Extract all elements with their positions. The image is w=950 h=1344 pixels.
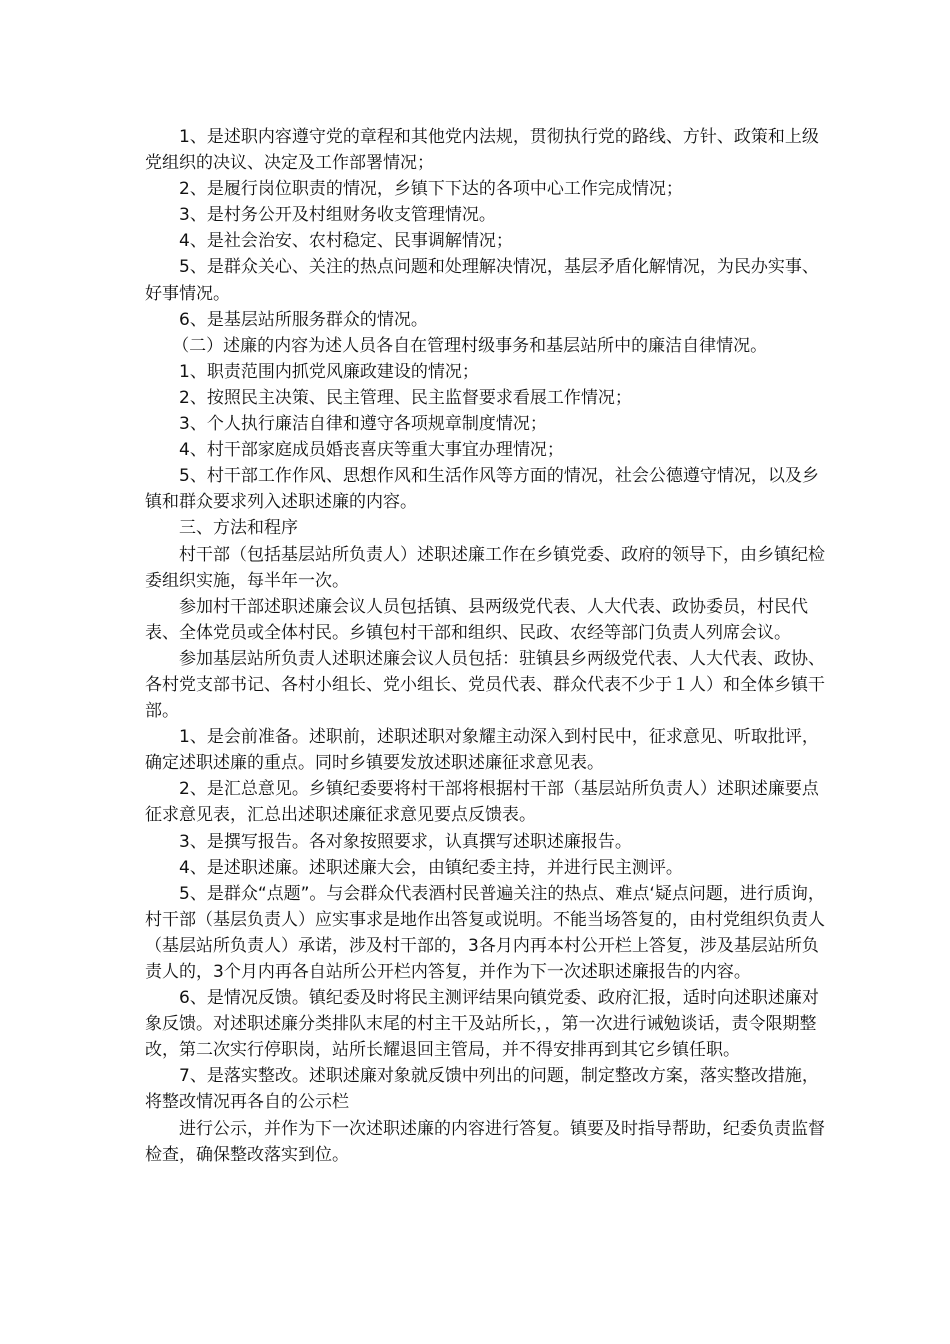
paragraph: 参加基层站所负责人述职述廉会议人员包括：驻镇县乡两级党代表、人大代表、政协、各村党支部书记、各村小组长、党小组长、党员代表、群众代表不少于１人）和全体乡镇干部。	[145, 648, 825, 722]
paragraph: 村干部（包括基层站所负责人）述职述廉工作在乡镇党委、政府的领导下，由乡镇纪检委组织实施，每半年一次。	[145, 544, 825, 591]
paragraph: 4、村干部家庭成员婚丧喜庆等重大事宜办理情况；	[179, 440, 564, 461]
paragraph: 6、是基层站所服务群众的情况。	[179, 309, 428, 330]
paragraph: 2、按照民主决策、民主管理、民主监督要求看展工作情况；	[179, 387, 632, 408]
paragraph: 1、职责范围内抓党风廉政建设的情况；	[179, 361, 479, 382]
paragraph: 3、是撰写报告。各对象按照要求，认真撰写述职述廉报告。	[179, 831, 632, 852]
section-heading: 三、方法和程序	[179, 518, 298, 539]
paragraph: 4、是社会治安、农村稳定、民事调解情况；	[179, 231, 513, 252]
paragraph: 7、是落实整改。述职述廉对象就反馈中列出的问题，制定整改方案，落实整改措施，将整改情况再各自的公示栏	[145, 1066, 819, 1113]
paragraph: 5、是群众关心、关注的热点问题和处理解决情况，基层矛盾化解情况，为民办实事、好事情况。	[145, 257, 819, 304]
paragraph: 4、是述职述廉。述职述廉大会，由镇纪委主持，并进行民主测评。	[179, 857, 683, 878]
paragraph: 1、是述职内容遵守党的章程和其他党内法规，贯彻执行党的路线、方针、政策和上级党组织的决议、决定及工作部署情况；	[145, 127, 819, 174]
paragraph: 2、是履行岗位职责的情况，乡镇下下达的各项中心工作完成情况；	[179, 179, 683, 200]
paragraph: 6、是情况反馈。镇纪委及时将民主测评结果向镇党委、政府汇报，适时向述职述廉对象反馈。对述职述廉分类排队末尾的村主干及站所长，，第一次进行诫勉谈话，责令限期整改，第二次实行停职岗，站所长耀退回主管局，并不得安排再到其它乡镇任职。	[145, 988, 819, 1061]
section-heading: （二）述廉的内容为述人员各自在管理村级事务和基层站所中的廉洁自律情况。	[172, 335, 768, 356]
paragraph: 5、村干部工作作风、思想作风和生活作风等方面的情况，社会公德遵守情况，以及乡镇和群众要求列入述职述廉的内容。	[145, 466, 819, 513]
paragraph: 5、是群众“点题”。与会群众代表酒村民普遍关注的热点、难点‘疑点问题，进行质询，村干部（基层负责人）应实事求是地作出答复或说明。不能当场答复的，由村党组织负责人（基层站所负责人）承诺，涉及村干部的，3各月内再本村公开栏上答复，涉及基层站所负责人的，3个月内再各自站所公开栏内答复，并作为下一次述职述廉报告的内容。	[145, 883, 825, 982]
paragraph: 3、个人执行廉洁自律和遵守各项规章制度情况；	[179, 414, 547, 435]
paragraph: 2、是汇总意见。乡镇纪委要将村干部将根据村干部（基层站所负责人）述职述廉要点征求意见表，汇总出述职述廉征求意见要点反馈表。	[145, 779, 819, 826]
document-body	[145, 124, 825, 1168]
paragraph: 进行公示，并作为下一次述职述廉的内容进行答复。镇要及时指导帮助，纪委负责监督检查，确保整改落实到位。	[145, 1118, 825, 1165]
paragraph: 1、是会前准备。述职前，述职述职对象耀主动深入到村民中，征求意见、听取批评，确定述职述廉的重点。同时乡镇要发放述职述廉征求意见表。	[145, 727, 819, 774]
paragraph: 参加村干部述职述廉会议人员包括镇、县两级党代表、人大代表、政协委员，村民代表、全体党员或全体村民。乡镇包村干部和组织、民政、农经等部门负责人列席会议。	[145, 596, 808, 643]
paragraph: 3、是村务公开及村组财务收支管理情况。	[179, 205, 496, 226]
